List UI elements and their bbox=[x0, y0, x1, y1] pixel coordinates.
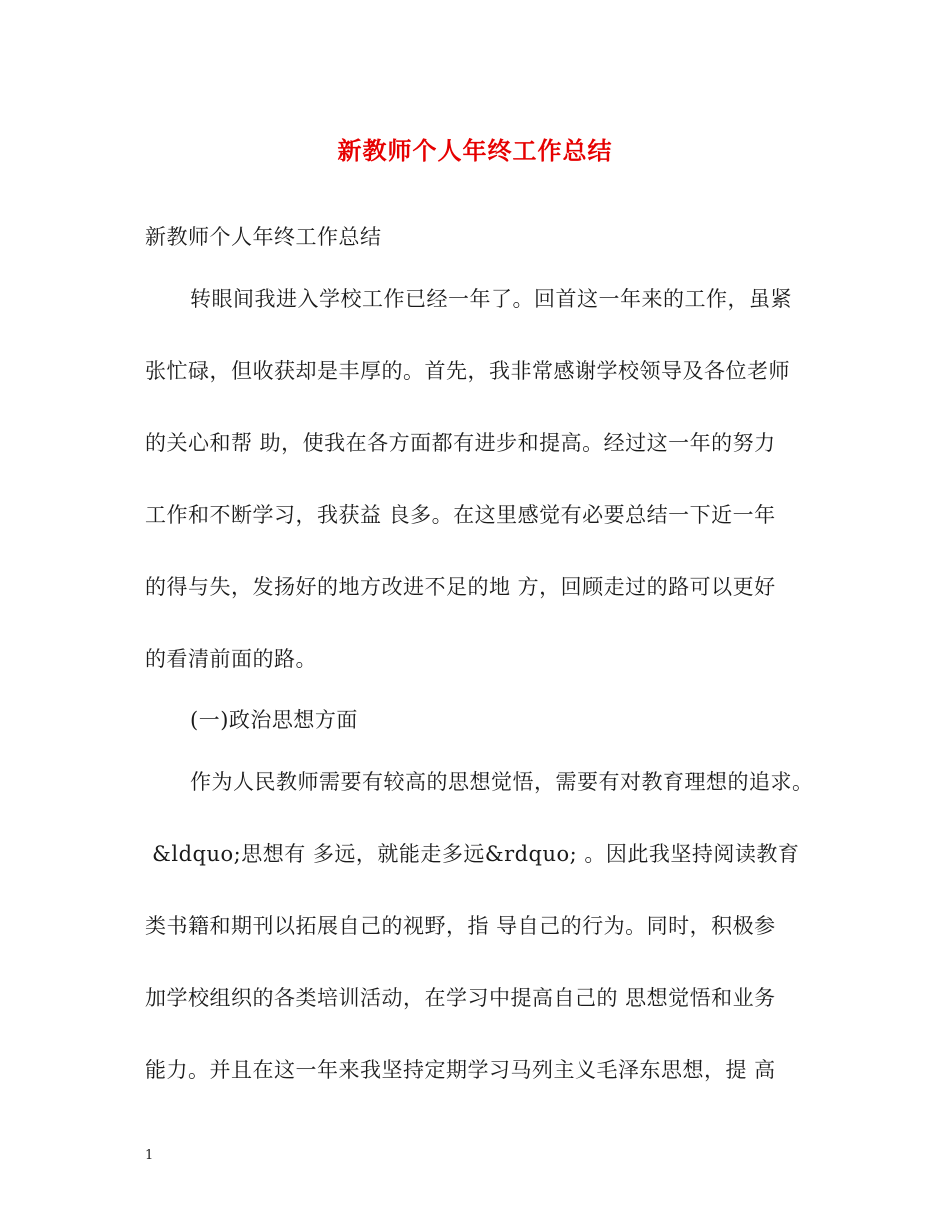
paragraph-line: 作为人民教师需要有较高的思想觉悟，需要有对教育理想的追求。 bbox=[190, 770, 814, 794]
paragraph-line: 类书籍和期刊以拓展自己的视野，指 导自己的行为。同时，积极参 bbox=[145, 914, 776, 938]
subtitle-line: 新教师个人年终工作总结 bbox=[145, 225, 382, 249]
paragraph-line: &ldquo;思想有 多远，就能走多远&rdquo; 。因此我坚持阅读教育 bbox=[145, 842, 800, 866]
document-title: 新教师个人年终工作总结 bbox=[337, 136, 613, 165]
paragraph-line: 的得与失，发扬好的地方改进不足的地 方，回顾走过的路可以更好 bbox=[145, 575, 776, 599]
paragraph-line: 工作和不断学习，我获益 良多。在这里感觉有必要总结一下近一年 bbox=[145, 503, 776, 527]
paragraph-line: 加学校组织的各类培训活动，在学习中提高自己的 思想觉悟和业务 bbox=[145, 986, 776, 1010]
paragraph-line: 转眼间我进入学校工作已经一年了。回首这一年来的工作，虽紧 bbox=[190, 287, 792, 311]
paragraph-line: 能力。并且在这一年来我坚持定期学习马列主义毛泽东思想，提 高 bbox=[145, 1058, 776, 1082]
paragraph-line: 的关心和帮 助，使我在各方面都有进步和提高。经过这一年的努力 bbox=[145, 431, 776, 455]
section-heading: (一)政治思想方面 bbox=[190, 708, 358, 732]
page-number: 1 bbox=[145, 1148, 154, 1163]
paragraph-line: 的看清前面的路。 bbox=[145, 647, 317, 671]
paragraph-line: 张忙碌，但收获却是丰厚的。首先，我非常感谢学校领导及各位老师 bbox=[145, 359, 790, 383]
